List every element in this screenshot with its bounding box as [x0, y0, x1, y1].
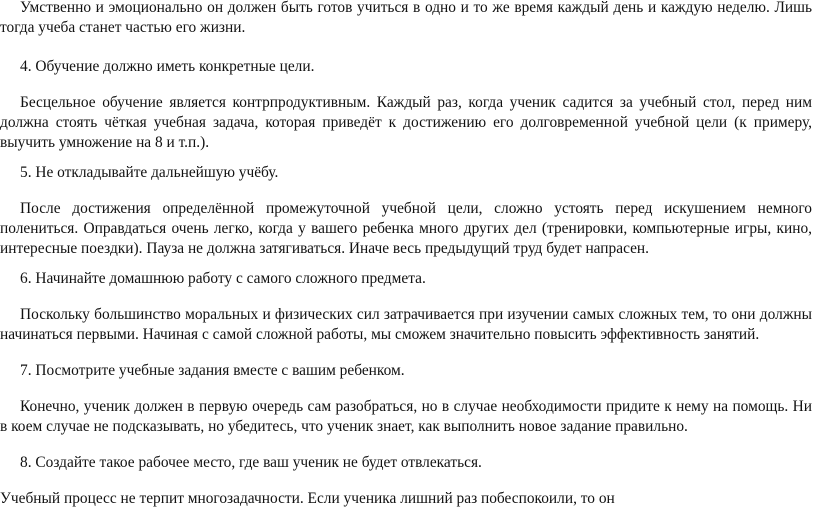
text-line: в коем случае не подсказывать, но убедитесь, что ученик знает, как выполнить новое задание правильно. — [0, 418, 688, 435]
text-line: Учебный процесс не терпит многозадачности. Если ученика лишний раз побеспокоили, то он — [0, 490, 615, 507]
text-line: Конечно, ученик должен в первую очередь сам разобраться, но в случае необходимости придите к нему на помощь. Ни — [20, 398, 812, 415]
section-heading: 6. Начинайте домашнюю работу с самого сложного предмета. — [20, 270, 426, 287]
text-line: интересные поездки). Пауза не должна затягиваться. Иначе весь предыдущий труд будет напрасен. — [0, 240, 650, 257]
text-line: выучить умножение на 8 и т.п.). — [0, 134, 210, 151]
text-line: Поскольку большинство моральных и физических сил затрачивается при изучении самых сложных тем, то они должны — [20, 306, 812, 323]
section-heading: 7. Посмотрите учебные задания вместе с вашим ребенком. — [20, 362, 405, 379]
text-line: Умственно и эмоционально он должен быть готов учиться в одно и то же время каждый день и каждую неделю. Лишь — [20, 0, 812, 16]
section-heading: 5. Не откладывайте дальнейшую учёбу. — [20, 164, 279, 181]
text-line: полениться. Оправдаться очень легко, когда у вашего ребенка много других дел (тренировки, компьютерные игры, кино, — [0, 220, 812, 237]
text-line: должна стоять чёткая учебная задача, которая приведёт к достижению его долговременной учебной цели (к примеру, — [0, 114, 812, 131]
text-line: тогда учеба станет частью его жизни. — [0, 19, 246, 36]
section-heading: 8. Создайте такое рабочее место, где ваш ученик не будет отвлекаться. — [20, 454, 482, 471]
section-heading: 4. Обучение должно иметь конкретные цели. — [20, 58, 315, 75]
text-line: После достижения определённой промежуточной учебной цели, сложно устоять перед искушением немного — [20, 200, 812, 217]
text-line: начинаться первыми. Начиная с самой сложной работы, мы сможем значительно повысить эффективность занятий. — [0, 326, 760, 343]
text-line: Бесцельное обучение является контрпродуктивным. Каждый раз, когда ученик садится за учебный стол, перед ним — [20, 94, 812, 111]
